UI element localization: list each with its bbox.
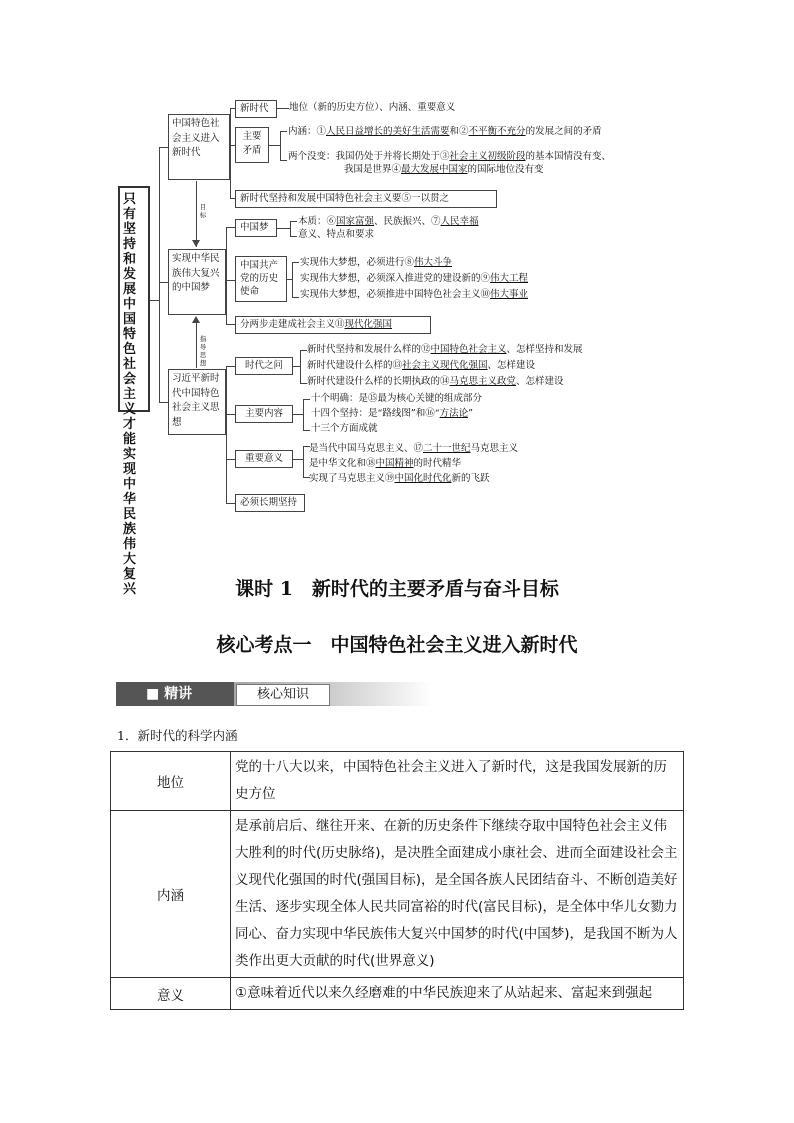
node-china-dream: 中国梦	[235, 219, 277, 237]
connector	[269, 145, 280, 146]
brace	[300, 350, 307, 384]
node-text: 地位（新的历史方位）、内涵、重要意义	[289, 102, 456, 113]
node-text: 意义、特点和要求	[298, 229, 375, 240]
brace	[303, 399, 310, 431]
arrow-label-goal: 目标	[199, 203, 207, 219]
table-row	[111, 752, 684, 811]
node-text: 十三个方面成就	[311, 423, 378, 434]
table-value: ①意味着近代以来久经磨难的中华民族迎来了从站起来、富起来到强起	[231, 978, 684, 1010]
branch-label: 习近平新时代中国特色社会主义思想	[172, 373, 220, 428]
node-text: 内涵：①人民日益增长的美好生活需要和②不平衡不充分的发展之间的矛盾	[288, 126, 602, 137]
node-main-content: 主要内容	[235, 405, 293, 423]
node-text: 十个明确：是⑮最为核心关键的组成部分	[311, 393, 483, 404]
banner-label	[116, 682, 234, 706]
branch-label: 中国特色社会主义进入新时代	[172, 118, 220, 158]
node-text: 十四个坚持：是“路线图”和⑯“方法论”	[311, 408, 473, 419]
node-significance: 重要意义	[235, 450, 293, 468]
connector	[159, 147, 168, 148]
node-text: 实现了马克思主义⑲中国化时代化新的飞跃	[309, 473, 490, 484]
banner-left-text: ■ 精讲	[146, 686, 193, 702]
connector	[226, 414, 235, 415]
connector	[226, 503, 235, 504]
table-key: 意义	[111, 978, 231, 1010]
connector	[293, 414, 303, 415]
node-text: 本质：⑥国家富强、民族振兴、⑦人民幸福	[298, 216, 479, 227]
branch-new-era	[168, 114, 230, 180]
mindmap-root-text: 只有坚持和发展中国特色社会主义才能实现中华民族伟大复兴	[123, 192, 137, 597]
node-party-mission: 中国共产党的历史使命	[235, 256, 287, 302]
subheading: 1．新时代的科学内涵	[117, 728, 238, 743]
connector	[226, 280, 235, 281]
arrow-goal	[196, 181, 197, 247]
section-title: 核心考点一 中国特色社会主义进入新时代	[216, 634, 578, 656]
connector	[226, 366, 235, 367]
node-text: 实现伟大梦想，必须推进中国特色社会主义⑩伟大事业	[300, 289, 529, 300]
node-text: 实现伟大梦想，必须深入推进党的建设新的⑨伟大工程	[300, 273, 529, 284]
connector	[230, 108, 231, 198]
connector	[159, 282, 168, 283]
arrow-label-guide: 指导思想	[199, 335, 207, 367]
node-text: 新时代坚持和发展什么样的⑫中国特色社会主义、怎样坚持和发展	[307, 344, 583, 355]
node-main-contradiction: 主要矛盾	[235, 127, 269, 163]
arrow-head-icon	[192, 316, 200, 323]
table-key: 地位	[111, 752, 231, 811]
section-banner	[116, 682, 432, 706]
connector	[159, 147, 160, 403]
brace	[280, 131, 287, 161]
node-persist: 新时代坚持和发展中国特色社会主义要⑤一以贯之	[235, 190, 497, 208]
branch-label: 实现中华民族伟大复兴的中国梦	[172, 253, 220, 293]
table-value: 党的十八大以来，中国特色社会主义进入了新时代，这是我国发展新的历史方位	[231, 752, 684, 811]
table-row	[111, 811, 684, 978]
table-row	[111, 978, 684, 1010]
node-era-questions: 时代之问	[235, 357, 293, 375]
connector	[226, 227, 227, 324]
connector	[287, 279, 292, 280]
brace	[292, 262, 299, 298]
arrow-head-icon	[192, 240, 200, 247]
node-text: 实现伟大梦想，必须进行⑧伟大斗争	[300, 257, 453, 268]
node-text: 是当代中国马克思主义、⑰二十一世纪马克思主义	[309, 443, 519, 454]
connector	[293, 459, 303, 460]
node-two-steps: 分两步走建成社会主义⑪现代化强国	[235, 316, 431, 334]
node-text: 新时代建设什么样的⑬社会主义现代化强国、怎样建设	[307, 360, 536, 371]
connector	[150, 300, 159, 301]
branch-xi-thought	[168, 369, 226, 435]
node-text: 我国是世界④最大发展中国家的国际地位没有变	[344, 164, 544, 175]
node-text: 两个没变：我国仍处于并将长期处于③社会主义初级阶段的基本国情没有变、	[288, 151, 612, 162]
mindmap-root	[118, 186, 150, 597]
table-value: 是承前启后、继往开来、在新的历史条件下继续夺取中国特色社会主义伟大胜利的时代(历史脉络)，是决胜全面建成小康社会、进而全面建设社会主义现代化强国的时代(强国目标)，是全国各族人民团结奋斗、不断创造美好生活、逐步实现全体人民共同富裕的时代(富民目标)，是全体中华儿女勠力同心、奋力实现中华民族伟大复兴中国梦的时代(中国梦)，是我国不断为人类作出更大贡献的时代(世界意义)	[231, 811, 684, 978]
content-table	[110, 751, 684, 1010]
lesson-title: 课时 1 新时代的主要矛盾与奋斗目标	[235, 578, 559, 600]
connector	[226, 227, 235, 228]
node-text: 是中华文化和⑱中国精神的时代精华	[309, 458, 462, 469]
connector	[226, 366, 227, 503]
connector	[226, 459, 235, 460]
arrow-guide	[196, 322, 197, 368]
connector	[226, 324, 235, 325]
table-key: 内涵	[111, 811, 231, 978]
connector	[277, 228, 290, 229]
connector	[277, 108, 289, 109]
banner-tag: 核心知识	[236, 684, 330, 706]
connector	[293, 366, 300, 367]
node-text: 新时代建设什么样的长期执政的⑭马克思主义政党、怎样建设	[307, 376, 564, 387]
branch-chinese-dream	[168, 249, 226, 315]
node-long-term: 必须长期坚持	[235, 494, 305, 512]
brace	[290, 221, 297, 237]
node-new-era: 新时代	[235, 100, 277, 118]
connector	[159, 402, 168, 403]
